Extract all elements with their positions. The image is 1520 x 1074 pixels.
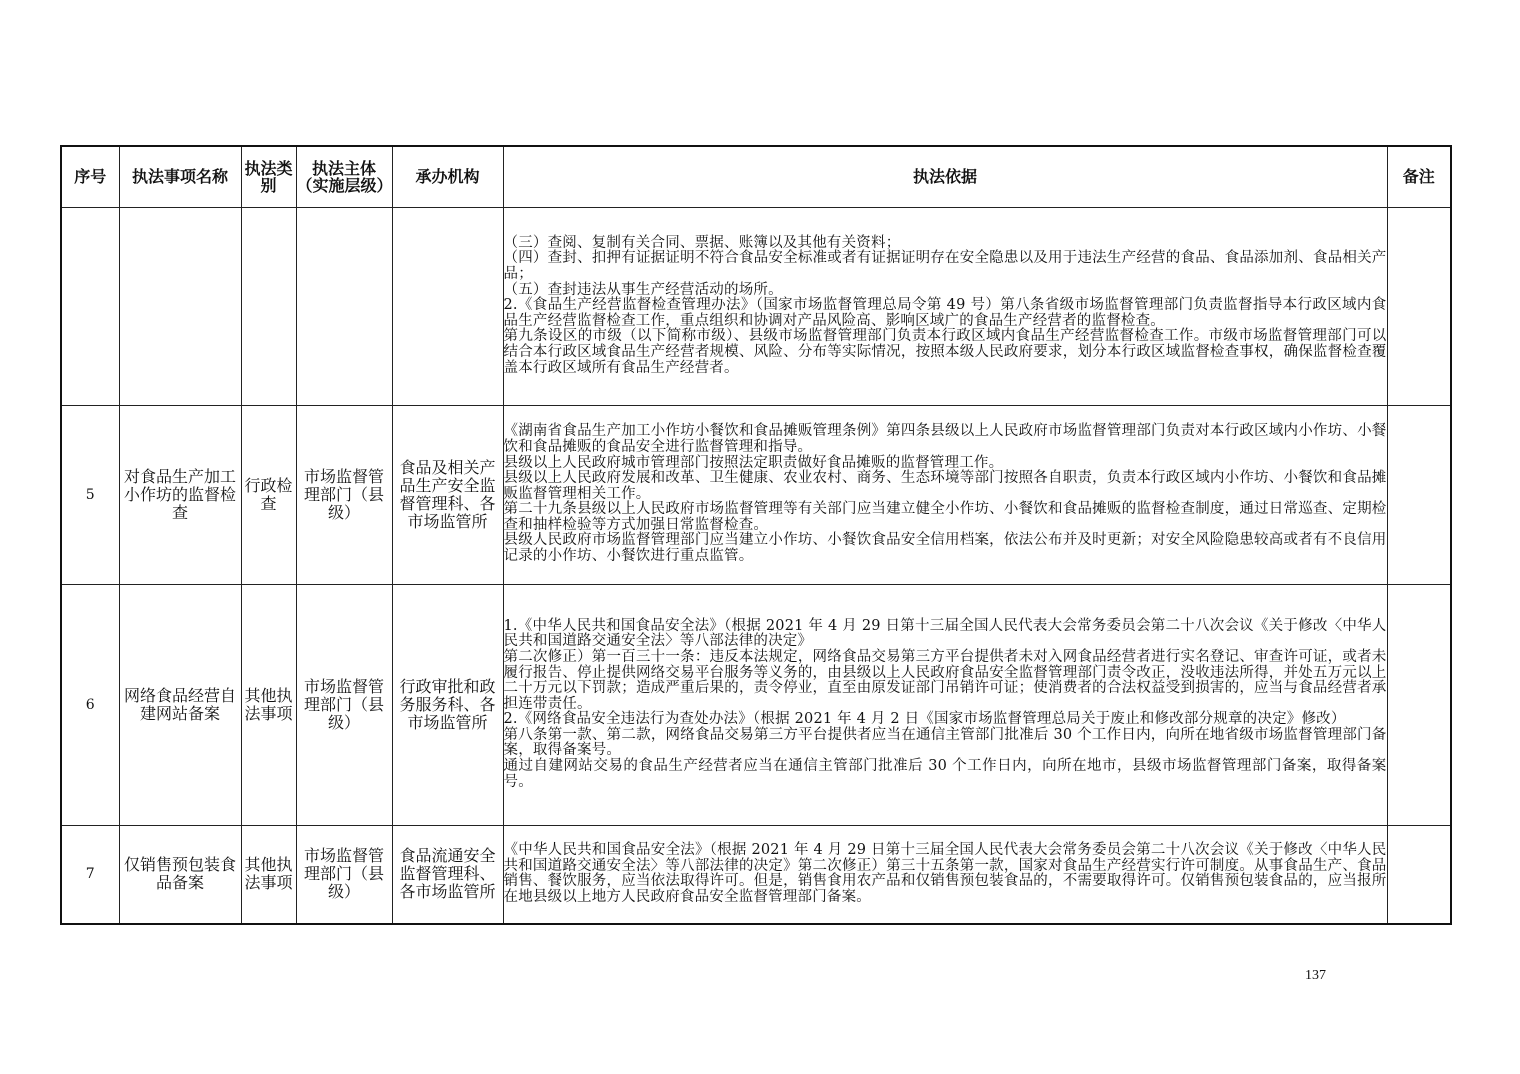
cell-subject — [296, 207, 392, 405]
table-row — [61, 584, 1451, 825]
basis-paragraph: 《湖南省食品生产加工小作坊小餐饮和食品摊贩管理条例》第四条县级以上人民政府市场监督管理部门负责对本行政区域内小作坊、小餐饮和食品摊贩的食品安全进行监督管理和指导。 — [503, 423, 1387, 455]
cell-note — [1387, 584, 1451, 825]
cell-seq — [61, 207, 119, 405]
basis-paragraph: （五）查封违法从事生产经营活动的场所。 — [503, 281, 783, 298]
basis-paragraph: （三）查阅、复制有关合同、票据、账簿以及其他有关资料； — [503, 234, 901, 251]
cell-category: 其他执法事项 — [241, 825, 296, 924]
header-item-name: 执法事项名称 — [119, 146, 241, 207]
cell-item-name: 网络食品经营自建网站备案 — [119, 584, 241, 825]
header-agency: 承办机构 — [392, 146, 503, 207]
cell-basis — [503, 584, 1387, 825]
cell-item-name: 对食品生产加工小作坊的监督检查 — [119, 405, 241, 584]
basis-paragraph: 通过自建网站交易的食品生产经营者应当在通信主管部门批准后 30 个工作日内，向所在地市，县级市场监督管理部门备案，取得备案号。 — [503, 758, 1387, 790]
header-note: 备注 — [1387, 146, 1451, 207]
cell-seq: 7 — [61, 825, 119, 924]
header-subject: 执法主体（实施层级） — [296, 146, 392, 207]
cell-category: 其他执法事项 — [241, 584, 296, 825]
basis-paragraph: 县级以上人民政府城市管理部门按照法定职责做好食品摊贩的监督管理工作。 — [503, 454, 1004, 471]
basis-paragraph: 2.《食品生产经营监督检查管理办法》（国家市场监督管理总局令第 49 号）第八条省级市场监督管理部门负责监督指导本行政区域内食品生产经营监督检查工作，重点组织和协调对产品风险高、影响区域广的食品生产经营者的监督检查。 — [503, 297, 1387, 329]
cell-seq: 6 — [61, 584, 119, 825]
cell-basis — [503, 207, 1387, 405]
cell-agency: 食品及相关产品生产安全监督管理科、各市场监管所 — [392, 405, 503, 584]
table-header-row — [61, 146, 1451, 207]
basis-paragraph: 第二十九条县级以上人民政府市场监督管理等有关部门应当建立健全小作坊、小餐饮和食品摊贩的监督检查制度，通过日常巡查、定期检查和抽样检验等方式加强日常监督检查。 — [503, 501, 1387, 533]
basis-paragraph: 第九条设区的市级（以下简称市级）、县级市场监督管理部门负责本行政区域内食品生产经营监督检查工作。市级市场监督管理部门可以结合本行政区域食品生产经营者规模、风险、分布等实际情况，按照本级人民政府要求，划分本行政区域监督检查事权，确保监督检查覆盖本行政区域所有食品生产经营者。 — [503, 328, 1387, 376]
cell-item-name: 仅销售预包装食品备案 — [119, 825, 241, 924]
header-basis: 执法依据 — [503, 146, 1387, 207]
cell-subject: 市场监督管理部门（县级） — [296, 584, 392, 825]
header-seq: 序号 — [61, 146, 119, 207]
basis-paragraph: 县级以上人民政府发展和改革、卫生健康、农业农村、商务、生态环境等部门按照各自职责，负责本行政区域内小作坊、小餐饮和食品摊贩监督管理相关工作。 — [503, 470, 1387, 502]
cell-note — [1387, 405, 1451, 584]
basis-paragraph: （四）查封、扣押有证据证明不符合食品安全标准或者有证据证明存在安全隐患以及用于违法生产经营的食品、食品添加剂、食品相关产品； — [503, 250, 1387, 283]
cell-agency: 食品流通安全监督管理科、各市场监管所 — [392, 825, 503, 924]
header-category: 执法类别 — [241, 146, 296, 207]
cell-subject: 市场监督管理部门（县级） — [296, 825, 392, 924]
cell-category: 行政检查 — [241, 405, 296, 584]
cell-note — [1387, 207, 1451, 405]
cell-category — [241, 207, 296, 405]
table-row — [61, 825, 1451, 924]
cell-item-name — [119, 207, 241, 405]
basis-paragraph: 1.《中华人民共和国食品安全法》（根据 2021 年 4 月 29 日第十三届全国人民代表大会常务委员会第二十八次会议《关于修改〈中华人民共和国道路交通安全法〉等八部法律的决定》 — [503, 617, 1387, 650]
cell-basis — [503, 405, 1387, 584]
basis-paragraph: 2.《网络食品安全违法行为查处办法》（根据 2021 年 4 月 2 日《国家市场监督管理总局关于废止和修改部分规章的决定》修改） — [503, 711, 1346, 728]
table-row — [61, 405, 1451, 584]
cell-basis — [503, 825, 1387, 924]
cell-subject: 市场监督管理部门（县级） — [296, 405, 392, 584]
basis-paragraph: 《中华人民共和国食品安全法》（根据 2021 年 4 月 29 日第十三届全国人民代表大会常务委员会第二十八次会议《关于修改〈中华人民共和国道路交通安全法〉等八部法律的决定》第二次修正）第三十五条第一款，国家对食品生产经营实行许可制度。从事食品生产、食品销售、餐饮服务，应当依法取得许可。但是，销售食用农产品和仅销售预包装食品的，不需要取得许可。仅销售预包装食品的，应当报所在地县级以上地方人民政府食品安全监督管理部门备案。 — [503, 842, 1387, 905]
cell-note — [1387, 825, 1451, 924]
cell-agency: 行政审批和政务服务科、各市场监管所 — [392, 584, 503, 825]
cell-agency — [392, 207, 503, 405]
enforcement-items-table — [60, 145, 1452, 925]
basis-paragraph: 县级人民政府市场监督管理部门应当建立小作坊、小餐饮食品安全信用档案，依法公布并及时更新；对安全风险隐患较高或者有不良信用记录的小作坊、小餐饮进行重点监管。 — [503, 532, 1387, 565]
basis-paragraph: 第二次修正）第一百三十一条：违反本法规定，网络食品交易第三方平台提供者未对入网食品经营者进行实名登记、审查许可证，或者未履行报告、停止提供网络交易平台服务等义务的，由县级以上人民政府食品安全监督管理部门责令改正，没收违法所得，并处五万元以上二十万元以下罚款；造成严重后果的，责令停业，直至由原发证部门吊销许可证；使消费者的合法权益受到损害的，应当与食品经营者承担连带责任。 — [503, 648, 1387, 712]
cell-seq: 5 — [61, 405, 119, 584]
table-row — [61, 207, 1451, 405]
basis-paragraph: 第八条第一款、第二款，网络食品交易第三方平台提供者应当在通信主管部门批准后 30 个工作日内，向所在地省级市场监督管理部门备案，取得备案号。 — [503, 726, 1387, 759]
page-number: 137 — [1305, 968, 1326, 983]
